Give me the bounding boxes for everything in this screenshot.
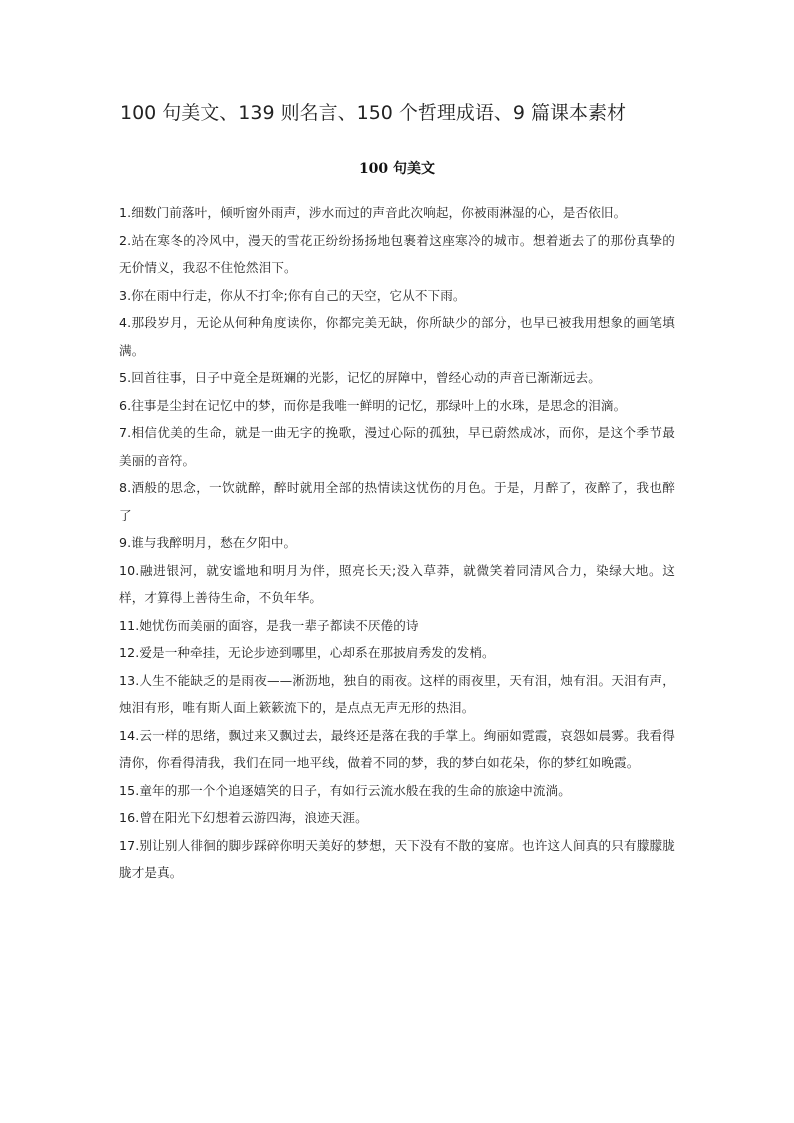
list-item: 14.云一样的思绪，飘过来又飘过去，最终还是落在我的手掌上。绚丽如霓霞，哀怨如晨雾。我看得清你，你看得清我，我们在同一地平线，做着不同的梦，我的梦白如花朵，你的梦红如晚霞。: [119, 727, 675, 770]
list-item: 15.童年的那一个个追逐嬉笑的日子，有如行云流水般在我的生命的旅途中流淌。: [119, 782, 571, 798]
list-item: 16.曾在阳光下幻想着云游四海，浪迹天涯。: [119, 810, 368, 825]
list-item: 1.细数门前落叶，倾听窗外雨声，涉水而过的声音此次响起，你被雨淋湿的心，是否依旧。: [119, 205, 627, 220]
list-item: 12.爱是一种牵挂，无论步迹到哪里，心却系在那披肩秀发的发梢。: [119, 645, 495, 660]
entry-list: [119, 199, 675, 887]
list-item: 4.那段岁月，无论从何种角度读你，你都完美无缺，你所缺少的部分，也早已被我用想象的画笔填满。: [119, 315, 675, 358]
list-item: 2.站在寒冬的冷风中，漫天的雪花正纷纷扬扬地包裹着这座寒冷的城市。想着逝去了的那份真挚的无价情义，我忍不住怆然泪下。: [119, 232, 675, 275]
list-item: 11.她忧伤而美丽的面容，是我一辈子都读不厌倦的诗: [119, 617, 419, 633]
list-item: 13.人生不能缺乏的是雨夜——淅沥地，独自的雨夜。这样的雨夜里，天有泪，烛有泪。天泪有声，烛泪有形，唯有斯人面上簌簌流下的，是点点无声无形的热泪。: [119, 672, 675, 715]
section-heading: 100 句美文: [358, 161, 436, 177]
document-title: 100 句美文、139 则名言、150 个哲理成语、9 篇课本素材: [120, 102, 627, 124]
list-item: 7.相信优美的生命，就是一曲无字的挽歌，漫过心际的孤独，早已蔚然成冰，而你，是这个季节最美丽的音符。: [119, 425, 675, 468]
list-item: 17.别让别人徘徊的脚步踩碎你明天美好的梦想，天下没有不散的宴席。也许这人间真的只有朦朦胧胧才是真。: [119, 837, 675, 880]
list-item: 10.融进银河，就安谧地和明月为伴，照亮长天;没入草莽，就微笑着同清风合力，染绿大地。这样，才算得上善待生命，不负年华。: [119, 562, 675, 605]
list-item: 5.回首往事，日子中竟全是斑斓的光影，记忆的屏障中，曾经心动的声音已渐渐远去。: [119, 370, 601, 385]
list-item: 8.酒般的思念，一饮就醉，醉时就用全部的热情读这忧伤的月色。于是，月醉了，夜醉了，我也醉了: [119, 480, 675, 523]
list-item: 9.谁与我醉明月，愁在夕阳中。: [119, 535, 297, 550]
list-item: 6.往事是尘封在记忆中的梦，而你是我唯一鲜明的记忆，那绿叶上的水珠，是思念的泪滴。: [119, 397, 627, 413]
list-item: 3.你在雨中行走，你从不打伞;你有自己的天空，它从不下雨。: [119, 287, 466, 303]
